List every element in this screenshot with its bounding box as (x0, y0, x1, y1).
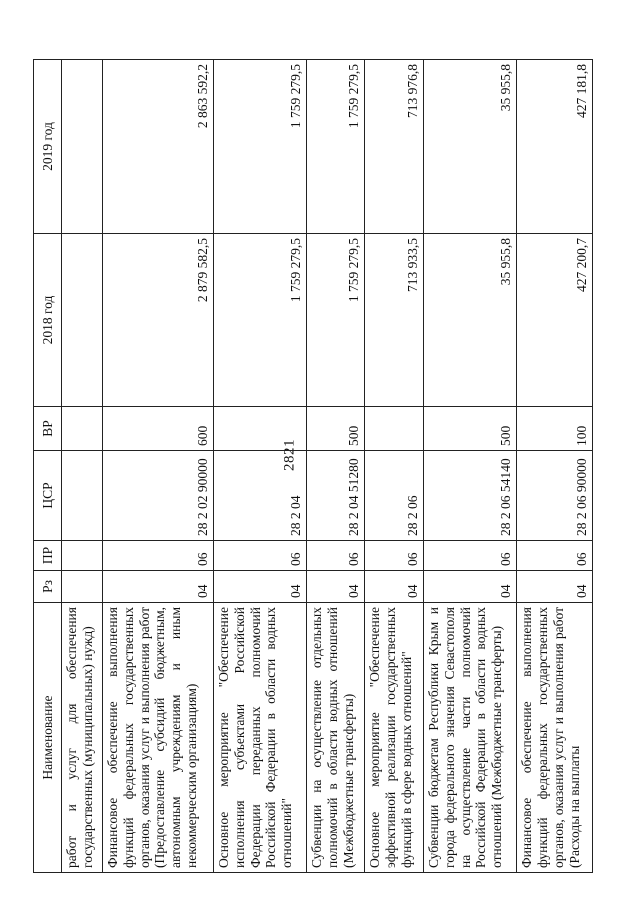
row-name: Основное мероприятие "Обеспечение исполнения субъектами Российской Федерации переданных полномочий Российской Федерации в области водных отношений" (213, 603, 306, 873)
header-csr: ЦСР (34, 451, 62, 541)
table-row (423, 60, 516, 873)
row-vr: 600 (102, 407, 213, 451)
row-vr: 500 (423, 407, 516, 451)
row-csr: 28 2 02 90000 (102, 451, 213, 541)
header-vr: ВР (34, 407, 62, 451)
row-csr (62, 451, 103, 541)
row-name: работ и услуг для обеспечения государственных (муниципальных) нужд) (62, 603, 103, 873)
row-rz: 04 (102, 571, 213, 603)
budget-table-container (33, 60, 593, 873)
row-rz: 04 (517, 571, 593, 603)
row-rz (62, 571, 103, 603)
row-rz: 04 (307, 571, 365, 603)
table-header-row (34, 60, 62, 873)
row-name: Финансовое обеспечение выполнения функций федеральных государственных органов, оказания услуг и выполнения работ (Предоставление субсидий бюджетным, автономным учреждениям и иным некоммерческим организациям) (102, 603, 213, 873)
row-rz: 04 (365, 571, 423, 603)
row-2019 (62, 60, 103, 234)
row-name: Субвенции на осуществление отдельных полномочий в области водных отношений (Межбюджетные трансферты) (307, 603, 365, 873)
row-pr: 06 (307, 541, 365, 571)
row-2019: 35 955,8 (423, 60, 516, 234)
row-vr (213, 407, 306, 451)
header-rz: Рз (34, 571, 62, 603)
row-pr: 06 (423, 541, 516, 571)
row-csr: 28 2 04 51280 (307, 451, 365, 541)
table-row (517, 60, 593, 873)
row-2018: 1 759 279,5 (213, 234, 306, 407)
row-2019: 427 181,8 (517, 60, 593, 234)
table-row (307, 60, 365, 873)
row-name: Финансовое обеспечение выполнения функций федеральных государственных органов, оказания услуг и выполнения работ (Расходы на выплаты (517, 603, 593, 873)
row-rz: 04 (213, 571, 306, 603)
row-pr: 06 (365, 541, 423, 571)
row-vr (365, 407, 423, 451)
row-2018: 2 879 582,5 (102, 234, 213, 407)
header-2018: 2018 год (34, 234, 62, 407)
header-2019: 2019 год (34, 60, 62, 234)
row-csr: 28 2 06 54140 (423, 451, 516, 541)
row-pr: 06 (213, 541, 306, 571)
header-name: Наименование (34, 603, 62, 873)
page-number: 2821 (281, 439, 298, 471)
table-row (62, 60, 103, 873)
row-2018: 713 933,5 (365, 234, 423, 407)
budget-table (33, 59, 593, 873)
row-pr: 06 (517, 541, 593, 571)
row-2019: 1 759 279,5 (213, 60, 306, 234)
row-2018: 1 759 279,5 (307, 234, 365, 407)
row-vr (62, 407, 103, 451)
table-row (102, 60, 213, 873)
row-csr: 28 2 04 (213, 451, 306, 541)
row-csr: 28 2 06 (365, 451, 423, 541)
row-csr: 28 2 06 90000 (517, 451, 593, 541)
header-pr: ПР (34, 541, 62, 571)
row-2018: 427 200,7 (517, 234, 593, 407)
table-row (213, 60, 306, 873)
row-pr (62, 541, 103, 571)
row-vr: 500 (307, 407, 365, 451)
row-pr: 06 (102, 541, 213, 571)
row-2018 (62, 234, 103, 407)
row-2019: 713 976,8 (365, 60, 423, 234)
row-name: Основное мероприятие "Обеспечение эффективной реализации государственных функций в сфере водных отношений" (365, 603, 423, 873)
row-2018: 35 955,8 (423, 234, 516, 407)
row-rz: 04 (423, 571, 516, 603)
row-2019: 2 863 592,2 (102, 60, 213, 234)
row-2019: 1 759 279,5 (307, 60, 365, 234)
table-row (365, 60, 423, 873)
row-vr: 100 (517, 407, 593, 451)
row-name: Субвенции бюджетам Республики Крым и города федерального значения Севастополя на осуществление части полномочий Российской Федерации в области водных отношений (Межбюджетные трансферты) (423, 603, 516, 873)
